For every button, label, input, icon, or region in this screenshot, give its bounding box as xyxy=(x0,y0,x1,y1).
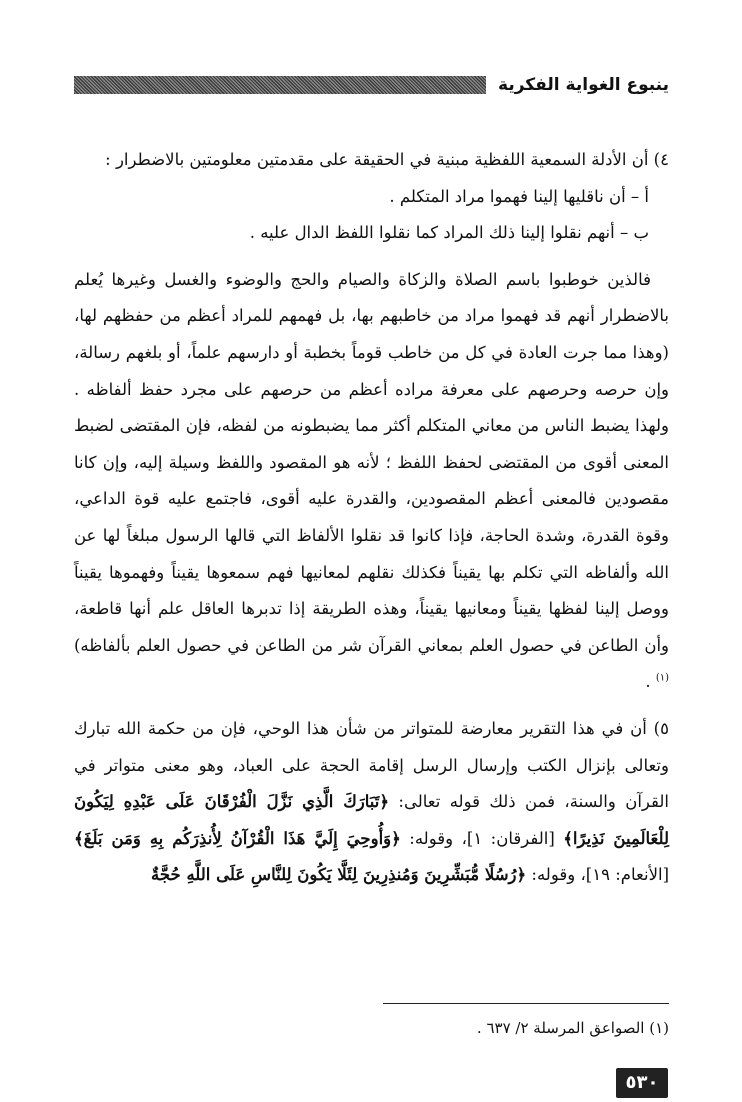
header-decorative-bar xyxy=(74,76,486,94)
quran-verse-3: ﴿رُسُلًا مُّبَشِّرِينَ وَمُنذِرِينَ لِئَلَّا يَكُونَ لِلنَّاسِ عَلَى اللَّهِ حُجَّةٌ xyxy=(151,865,527,885)
footnote-ref: (١) xyxy=(655,672,669,684)
point-5-connector-1: وقوله: xyxy=(400,828,454,848)
point-5-connector-2: وقوله: xyxy=(526,865,576,885)
quran-verse-2: ﴿وَأُوحِيَ إِلَيَّ هَذَا الْقُرْآنُ لِأُنذِرَكُم بِهِ وَمَن بَلَغَ﴾ xyxy=(74,828,401,848)
verse-1-ref: [الفرقان: ١]، xyxy=(453,828,564,848)
quoted-paragraph xyxy=(74,262,669,701)
quote-text: فالذين خوطبوا باسم الصلاة والزكاة والصيام والحج والوضوء والغسل وغيرها يُعلم بالاضطرار أنهم قد فهموا مراد من خاطبهم بها، بل فهمهم للمراد أعظم من حفظهم لها، (وهذا مما جرت العادة في كل من خاطب قوماً بخطبة أو دارسهم علماً، أو بلغهم رسالة، وإن حرصه وحرصهم على معرفة مراده أعظم من حرصهم على مجرد حفظ ألفاظه . ولهذا يضبط الناس من معاني المتكلم أكثر مما يضبطونه من لفظه، فإن المقتضى لضبط المعنى أقوى من المقتضى لحفظ اللفظ ؛ لأنه هو المقصود واللفظ وسيلة إليه، وإن كانا مقصودين فالمعنى أعظم المقصودين، والقدرة عليه أقوى، فاجتمع عليه قوة الداعي، وقوة القدرة، وشدة الحاجة، فإذا كانوا قد نقلوا الألفاظ التي قالها الرسول مبلغاً لها عن الله وألفاظه التي تكلم بها يقيناً فكذلك نقلهم لمعانيها فهم سمعوها يقيناً وفهموها يقيناً ووصل إلينا لفظها يقيناً ومعانيها يقيناً، وهذه الطريقة إذا تدبرها العاقل علم أنها قاطعة، وأن الطاعن في حصول العلم بمعاني القرآن شر من الطاعن في حصول العلم بألفاظه) xyxy=(74,269,669,655)
page-number: ٥٣٠ xyxy=(616,1068,668,1098)
paragraph-point-4a: أ – أن ناقليها إلينا فهموا مراد المتكلم . xyxy=(389,186,649,206)
running-header xyxy=(74,72,669,98)
quote-end: . xyxy=(645,672,656,692)
paragraph-point-4: ٤) أن الأدلة السمعية اللفظية مبنية في الحقيقة على مقدمتين معلومتين بالاضطرار : xyxy=(105,150,669,169)
footnote-divider xyxy=(383,1003,669,1004)
paragraph-point-4b: ب – أنهم نقلوا إلينا ذلك المراد كما نقلوا اللفظ الدال عليه . xyxy=(249,223,649,243)
page-body xyxy=(74,142,669,894)
footnote: (١) الصواعق المرسلة ٢/ ٦٣٧ . xyxy=(476,1019,669,1037)
paragraph-point-5 xyxy=(74,711,669,894)
point-5-text: ٥) أن في هذا التقرير معارضة للمتواتر من شأن هذا الوحي، فإن من حكمة الله تبارك وتعالى بإنزال الكتب وإرسال الرسل إقامة الحجة على العباد، وهو معنى متواتر في القرآن والسنة، فمن ذلك قوله تعالى: xyxy=(74,718,669,812)
running-header-title: ينبوع الغواية الفكرية xyxy=(498,75,669,95)
verse-2-ref: [الأنعام: ١٩]، xyxy=(575,865,669,885)
quran-verse-1: ﴿تَبَارَكَ الَّذِي نَزَّلَ الْفُرْقَانَ عَلَى عَبْدِهِ لِيَكُونَ لِلْعَالَمِينَ نَذِيرًا﴾ xyxy=(74,792,670,848)
